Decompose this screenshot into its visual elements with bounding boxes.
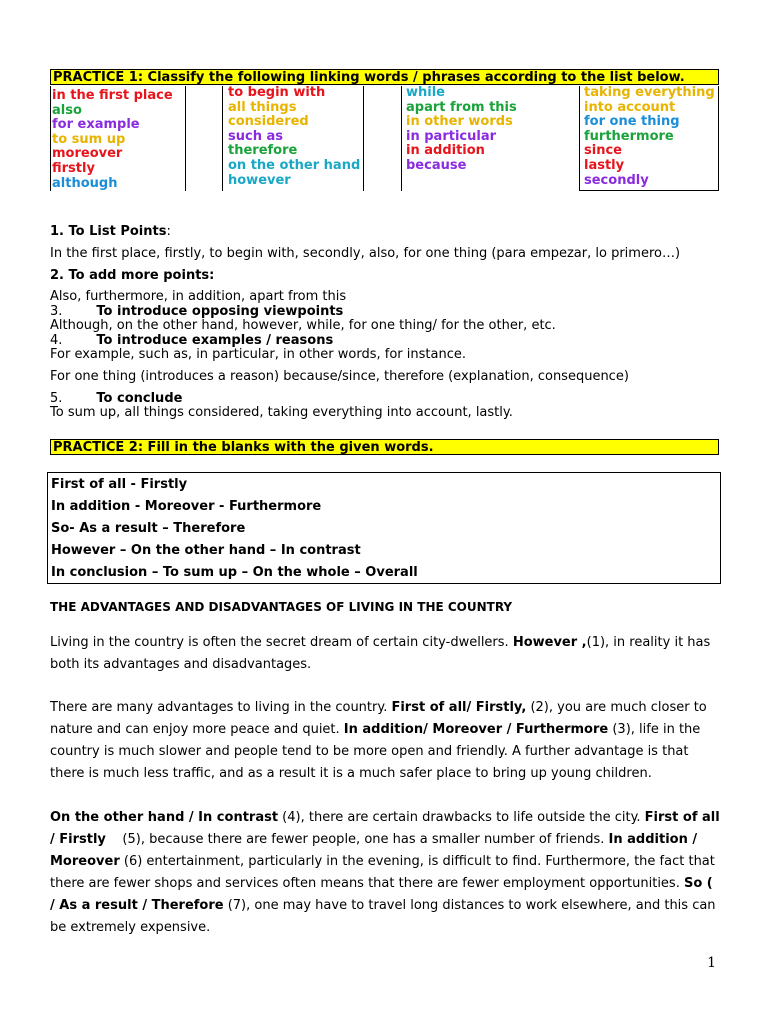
word: in particular: [406, 128, 496, 144]
category-3: 3. To introduce opposing viewpoints: [50, 304, 344, 319]
word: firstly: [52, 160, 95, 176]
answer: In addition/ Moreover / Furthermore: [343, 722, 609, 737]
given-words-item: First of all - Firstly: [51, 477, 188, 492]
word: into account: [584, 99, 676, 115]
word: therefore: [228, 143, 298, 159]
given-words-item: However – On the other hand – In contrast: [51, 543, 361, 558]
word-column-1: [50, 86, 186, 191]
word: all things: [228, 99, 297, 115]
category-5-text: To sum up, all things considered, taking everything into account, lastly.: [50, 405, 513, 420]
given-words-item: So- As a result – Therefore: [51, 521, 246, 536]
practice1-title: PRACTICE 1: Classify the following linking words / phrases according to the list below.: [50, 69, 719, 85]
word: in other words: [406, 114, 513, 130]
word-column-4: [579, 86, 719, 191]
essay-title: THE ADVANTAGES AND DISADVANTAGES OF LIVING IN THE COUNTRY: [50, 600, 513, 614]
answer: First of all/ Firstly,: [391, 700, 527, 715]
word: while: [406, 85, 445, 100]
answer: In addition / Moreover: [50, 832, 698, 869]
category-4: 4. To introduce examples / reasons: [50, 333, 334, 348]
answer: On the other hand / In contrast: [50, 810, 279, 825]
answer: So ( / As a result / Therefore: [50, 876, 713, 913]
word: secondly: [584, 172, 649, 188]
essay-paragraph-1: Living in the country is often the secret dream of certain city-dwellers. However ,(1), in reality it has both its advantages and disadvantages.: [50, 635, 711, 672]
answer: First of all / Firstly: [50, 810, 720, 847]
word: to sum up: [52, 131, 126, 147]
essay-paragraph-2: There are many advantages to living in the country. First of all/ Firstly, (2), you are much closer to nature and can enjoy more peace and quiet. In addition/ Moreover / Furthermore (3), life in the country is much slower and people tend to be more open and friendly. A further advantage is that there is much less traffic, and as a result it is a much safer place to bring up young children.: [50, 700, 707, 781]
word: apart from this: [406, 99, 517, 115]
category-heading: 2. To add more points:: [50, 268, 215, 283]
word: also: [52, 102, 82, 118]
word: on the other hand: [228, 157, 361, 173]
category-5: 5. To conclude: [50, 391, 183, 406]
given-words-box: [47, 472, 721, 584]
category-2-text: Also, furthermore, in addition, apart from this: [50, 289, 347, 304]
word: for one thing: [584, 114, 680, 130]
word: since: [584, 143, 622, 159]
word: moreover: [52, 146, 123, 162]
practice2-title: PRACTICE 2: Fill in the blanks with the given words.: [50, 439, 719, 455]
given-words-item: In conclusion – To sum up – On the whole – Overall: [51, 565, 418, 580]
category-1-text: In the first place, firstly, to begin with, secondly, also, for one thing (para empezar, lo primero…): [50, 246, 681, 261]
word: because: [406, 157, 467, 173]
category-heading: To introduce examples / reasons: [96, 333, 334, 348]
category-heading: To conclude: [96, 391, 183, 406]
word: for example: [52, 117, 140, 133]
category-3-text: Although, on the other hand, however, while, for one thing/ for the other, etc.: [50, 318, 556, 333]
category-1: 1. To List Points:: [50, 224, 171, 239]
category-4-text-2: For one thing (introduces a reason) because/since, therefore (explanation, consequence): [50, 369, 629, 384]
word: taking everything: [584, 85, 715, 100]
word: in the first place: [52, 88, 173, 103]
essay-paragraph-3: On the other hand / In contrast (4), there are certain drawbacks to life outside the city. First of all / Firstly (5), because there are fewer people, one has a smaller number of friends. In addition / Moreover (6) entertainment, particularly in the evening, is difficult to find. Furthermore, the fact that there are fewer shops and services often means that there are fewer employment opportunities. So ( / As a result / Therefore (7), one may have to travel long distances to work elsewhere, and this can be extremely expensive.: [50, 810, 720, 935]
category-heading: To introduce opposing viewpoints: [96, 304, 344, 319]
word: furthermore: [584, 128, 674, 144]
word: such as: [228, 128, 283, 144]
category-4-text: For example, such as, in particular, in other words, for instance.: [50, 347, 466, 362]
given-words-item: In addition - Moreover - Furthermore: [51, 499, 322, 514]
linking-words-table: [50, 86, 719, 191]
category-heading: 1. To List Points: [50, 224, 167, 239]
word: in addition: [406, 143, 485, 159]
answer: However ,: [512, 635, 587, 650]
word: although: [52, 175, 118, 191]
word-column-2: [222, 86, 364, 191]
word-column-3: [401, 86, 576, 191]
word: considered: [228, 114, 309, 130]
word: to begin with: [228, 85, 326, 100]
word: lastly: [584, 157, 625, 173]
word: however: [228, 172, 291, 188]
page-number: 1: [707, 955, 716, 971]
